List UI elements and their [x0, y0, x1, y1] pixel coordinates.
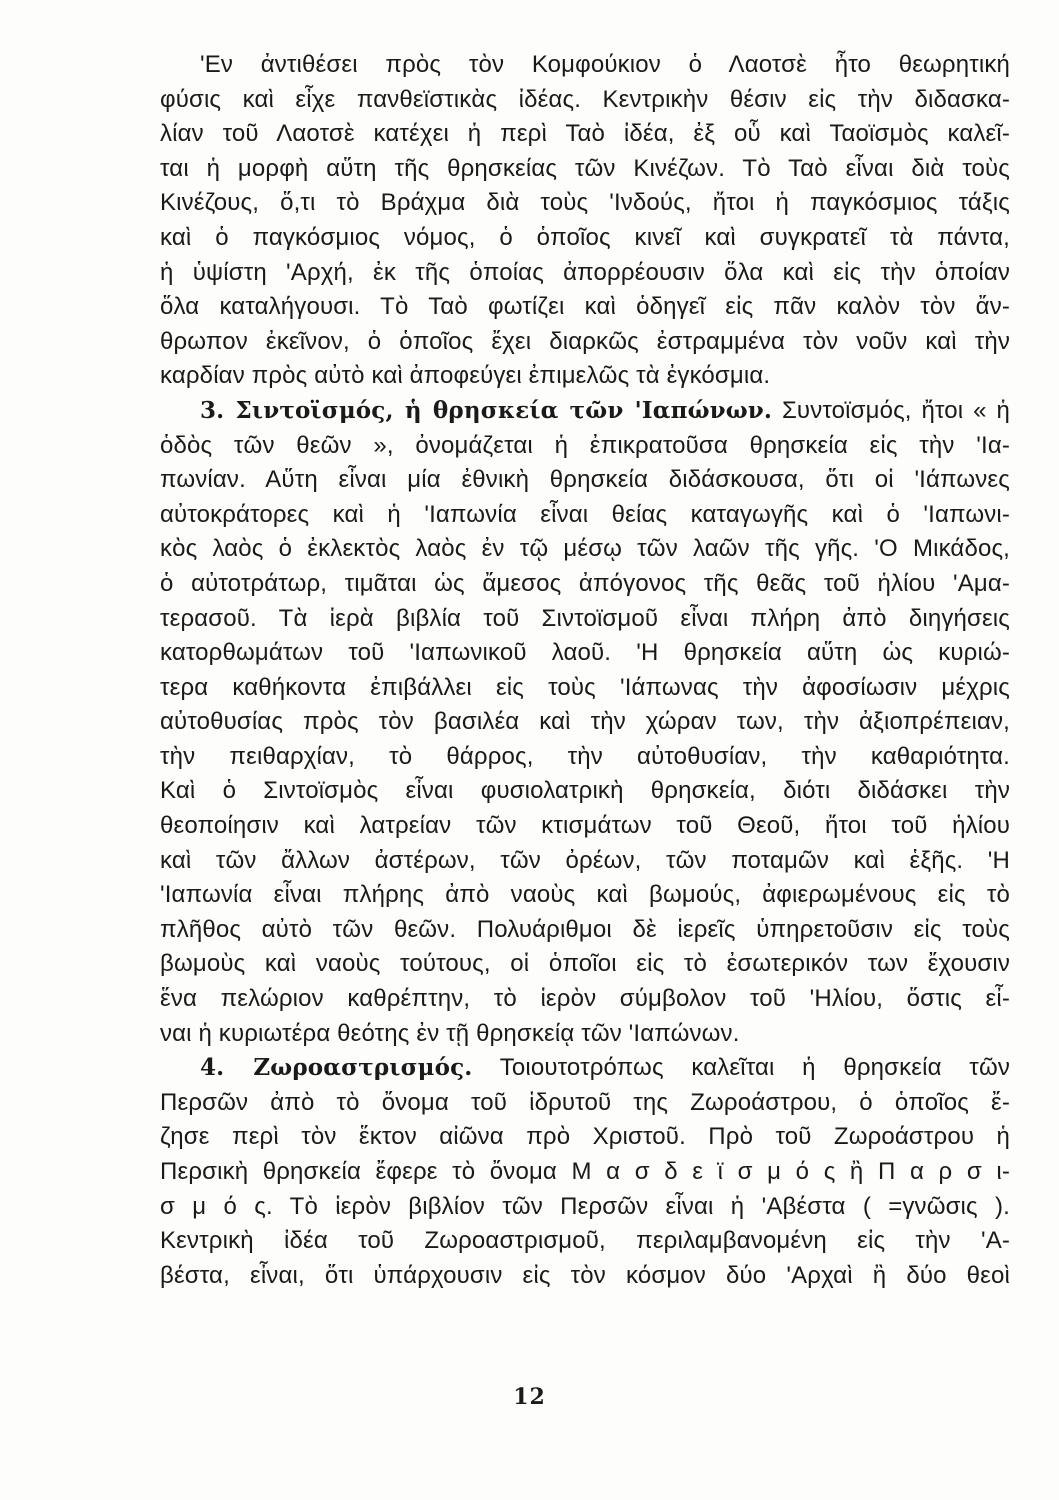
- section-4-heading: 4. Ζωροαστρισμός.: [200, 1054, 473, 1082]
- page-number: 12: [513, 1384, 546, 1410]
- text-line: Καὶ ὁ Σιντοϊσμὸς εἶναι φυσιολατρικὴ θρησκεία, διότι διδάσκει τὴν: [160, 777, 1010, 805]
- text-line: σ μ ό ς. Τὸ ἱερὸν βιβλίον τῶν Περσῶν εἶναι ἡ 'Αβέστα ( =γνῶσις ).: [160, 1192, 1010, 1220]
- text-line: Περσικὴ θρησκεία ἔφερε τὸ ὄνομα Μ α σ δ ε ϊ σ μ ό ς ἢ Π α ρ σ ι-: [160, 1158, 1010, 1185]
- section-3-first-line-text: Συντοϊσμός, ἤτοι « ἡ: [772, 396, 1010, 424]
- text-line: ὁδὸς τῶν θεῶν », ὀνομάζεται ἡ ἐπικρατοῦσα θρησκεία εἰς τὴν 'Ια-: [160, 431, 1010, 459]
- text-line: καρδίαν πρὸς αὐτὸ καὶ ἀποφεύγει ἐπιμελῶς τὰ ἐγκόσμια.: [160, 362, 771, 390]
- text-line: πωνίαν. Αὕτη εἶναι μία ἐθνικὴ θρησκεία διδάσκουσα, ὅτι οἱ 'Ιάπωνες: [160, 466, 1010, 494]
- text-line: θρωπον ἐκεῖνον, ὁ ὁποῖος ἔχει διαρκῶς ἐστραμμένα τὸν νοῦν καὶ τὴν: [160, 327, 1010, 355]
- text-line: Κινέζους, ὅ,τι τὸ Βράχμα διὰ τοὺς 'Ινδούς, ἤτοι ἡ παγκόσμιος τάξις: [160, 189, 1010, 217]
- text-line: καὶ ὁ παγκόσμιος νόμος, ὁ ὁποῖος κινεῖ καὶ συγκρατεῖ τὰ πάντα,: [160, 223, 1010, 251]
- text-line: θεοποίησιν καὶ λατρείαν τῶν κτισμάτων τοῦ Θεοῦ, ἤτοι τοῦ ἡλίου: [160, 812, 1010, 840]
- text-line: 'Εν ἀντιθέσει πρὸς τὸν Κομφούκιον ὁ Λαοτσὲ ἦτο θεωρητική: [200, 51, 1010, 78]
- text-line: κατορθωμάτων τοῦ 'Ιαπωνικοῦ λαοῦ. 'Η θρησκεία αὕτη ὡς κυριώ-: [160, 639, 1010, 667]
- section-3-first-line: [160, 394, 1010, 429]
- text-line: ὁ αὐτοτράτωρ, τιμᾶται ὡς ἄμεσος ἀπόγονος τῆς θεᾶς τοῦ ἡλίου 'Αμα-: [160, 569, 1010, 597]
- text-line: ὅλα καταλήγουσι. Τὸ Ταὸ φωτίζει καὶ ὁδηγεῖ εἰς πᾶν καλὸν τὸν ἄν-: [160, 293, 1010, 321]
- text-line: αὐτοκράτορες καὶ ἡ 'Ιαπωνία εἶναι θείας καταγωγῆς καὶ ὁ 'Ιαπωνι-: [160, 500, 1010, 528]
- text-line: 'Ιαπωνία εἶναι πλήρης ἀπὸ ναοὺς καὶ βωμούς, ἀφιερωμένους εἰς τὸ: [160, 881, 1010, 909]
- text-line: ἡ ὑψίστη 'Αρχή, ἐκ τῆς ὁποίας ἀπορρέουσιν ὅλα καὶ εἰς τὴν ὁποίαν: [160, 258, 1010, 286]
- section-4-first-line: [160, 1051, 1010, 1086]
- text-line: βέστα, εἶναι, ὅτι ὑπάρχουσιν εἰς τὸν κόσμον δύο 'Αρχαὶ ἢ δύο θεοὶ: [160, 1261, 1010, 1289]
- text-line: αὐτοθυσίας πρὸς τὸν βασιλέα καὶ τὴν χώραν των, τὴν ἀξιοπρέπειαν,: [160, 708, 1010, 736]
- text-line: τὴν πειθαρχίαν, τὸ θάρρος, τὴν αὐτοθυσίαν, τὴν καθαριότητα.: [160, 742, 1010, 770]
- text-line: πλῆθος αὐτὸ τῶν θεῶν. Πολυάριθμοι δὲ ἱερεῖς ὑπηρετοῦσιν εἰς τοὺς: [160, 915, 1010, 943]
- text-line: ται ἡ μορφὴ αὕτη τῆς θρησκείας τῶν Κινέζων. Τὸ Ταὸ εἶναι διὰ τοὺς: [160, 154, 1010, 182]
- section-3-heading: 3. Σιντοϊσμός, ἡ θρησκεία τῶν 'Ιαπώνων.: [200, 396, 773, 424]
- text-line: λίαν τοῦ Λαοτσὲ κατέχει ἡ περὶ Ταὸ ἰδέα, ἐξ οὗ καὶ Ταοϊσμὸς καλεῖ-: [160, 120, 1010, 148]
- text-line: βωμοὺς καὶ ναοὺς τούτους, οἱ ὁποῖοι εἰς τὸ ἐσωτερικόν των ἔχουσιν: [160, 950, 1010, 978]
- text-line: ναι ἡ κυριωτέρα θεότης ἐν τῇ θρησκείᾳ τῶν 'Ιαπώνων.: [160, 1019, 740, 1047]
- text-line: Κεντρικὴ ἰδέα τοῦ Ζωροαστρισμοῦ, περιλαμβανομένη εἰς τὴν 'Α-: [160, 1227, 1010, 1255]
- section-4-first-line-text: Τοιουτοτρόπως καλεῖται ἡ θρησκεία τῶν: [472, 1054, 1010, 1082]
- text-line: τερασοῦ. Τὰ ἱερὰ βιβλία τοῦ Σιντοϊσμοῦ εἶναι πλήρη ἀπὸ διηγήσεις: [160, 604, 1010, 632]
- text-line: φύσις καὶ εἶχε πανθεϊστικὰς ἰδέας. Κεντρικὴν θέσιν εἰς τὴν διδασκα-: [160, 85, 1010, 113]
- text-line: καὶ τῶν ἄλλων ἀστέρων, τῶν ὀρέων, τῶν ποταμῶν καὶ ἑξῆς. 'Η: [160, 846, 1010, 874]
- text-line: κὸς λαὸς ὁ ἐκλεκτὸς λαὸς ἐν τῷ μέσῳ τῶν λαῶν τῆς γῆς. 'Ο Μικάδος,: [160, 535, 1010, 563]
- body-text: [160, 48, 1010, 1293]
- text-line: Περσῶν ἀπὸ τὸ ὄνομα τοῦ ἱδρυτοῦ της Ζωροάστρου, ὁ ὁποῖος ἔ-: [160, 1088, 1010, 1116]
- text-line: ἕνα πελώριον καθρέπτην, τὸ ἱερὸν σύμβολον τοῦ 'Ηλίου, ὅστις εἶ-: [160, 985, 1010, 1013]
- text-line: ζησε περὶ τὸν ἕκτον αἰῶνα πρὸ Χριστοῦ. Πρὸ τοῦ Ζωροάστρου ἡ: [160, 1123, 1010, 1151]
- text-line: τερα καθήκοντα ἐπιβάλλει εἰς τοὺς 'Ιάπωνας τὴν ἀφοσίωσιν μέχρις: [160, 673, 1010, 701]
